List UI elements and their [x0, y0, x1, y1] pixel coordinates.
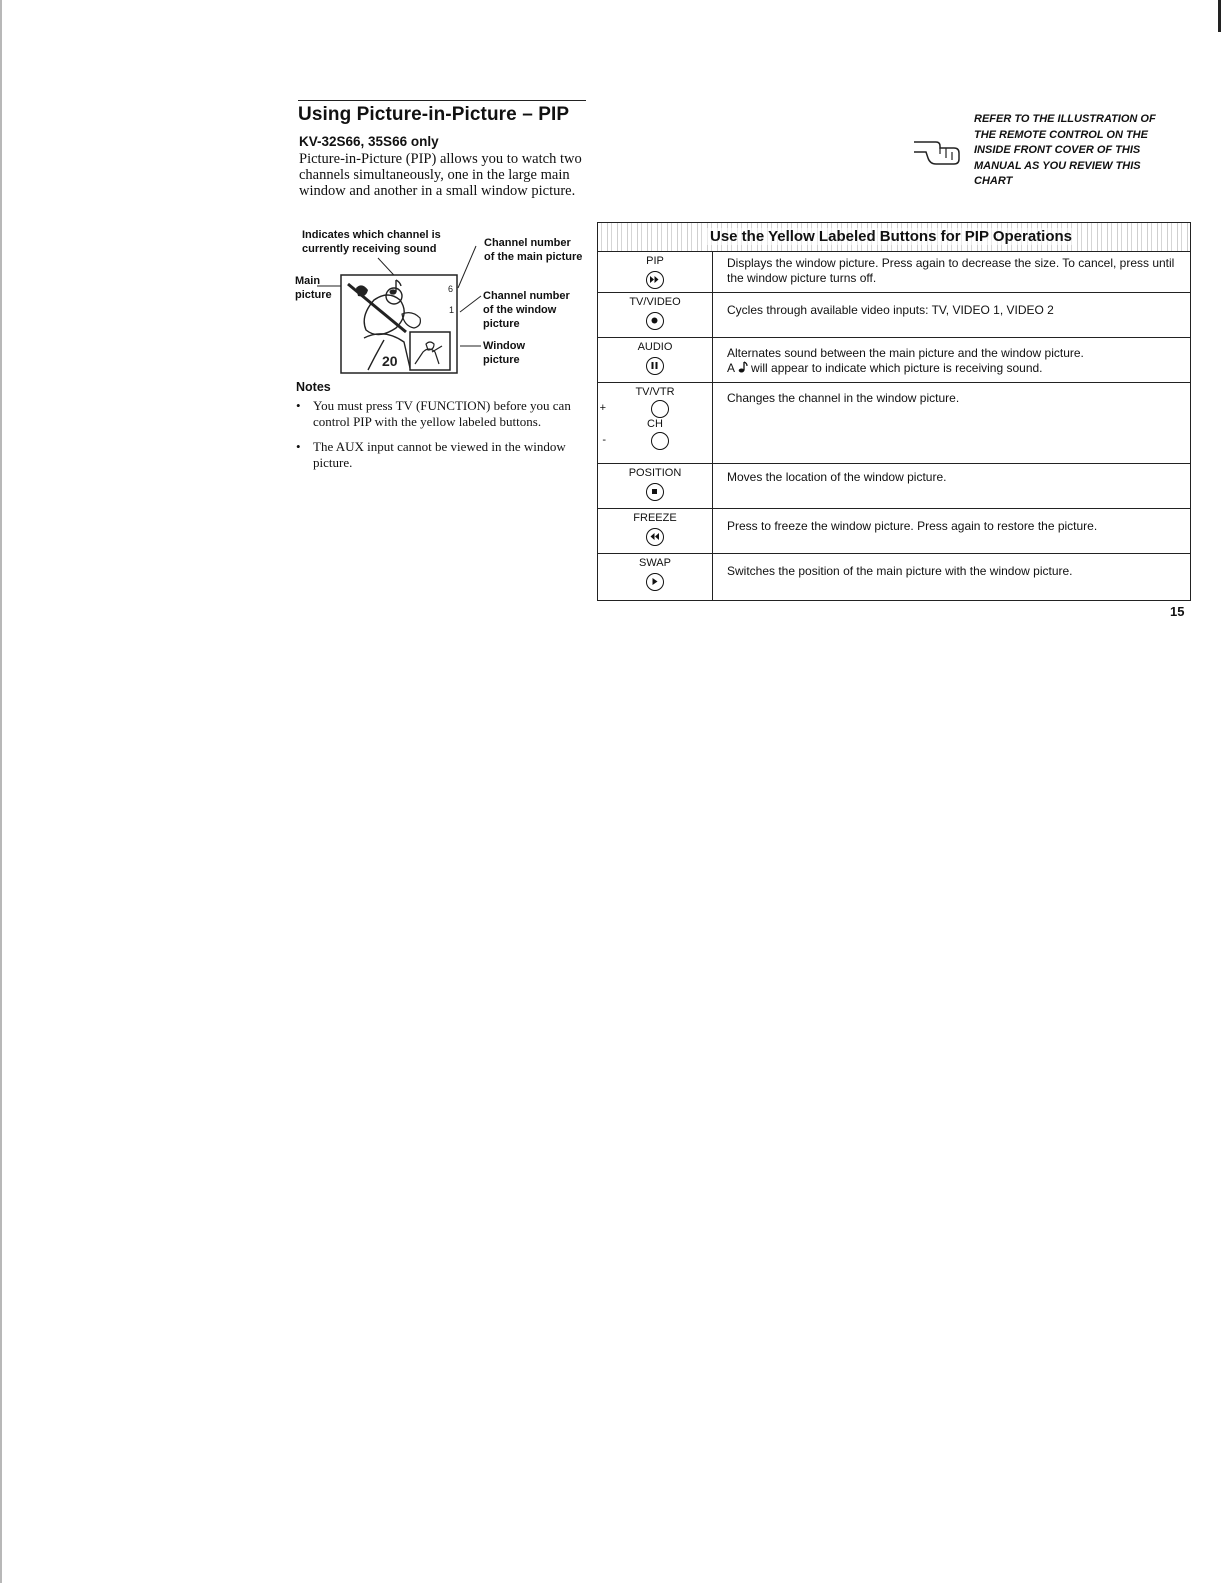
- description-cell: Moves the location of the window picture.: [727, 470, 947, 484]
- pause-icon: [646, 357, 664, 375]
- table-row: [597, 338, 1191, 383]
- button-cell: [598, 554, 713, 600]
- button-cell: [598, 464, 713, 508]
- button-cell: [598, 383, 713, 463]
- description-cell: Press to freeze the window picture. Press again to restore the picture.: [727, 519, 1098, 533]
- audio-description-suffix: will appear to indicate which picture is receiving sound.: [751, 361, 1043, 375]
- music-note-icon: [738, 361, 748, 373]
- scan-edge-left: [0, 0, 2, 1583]
- description-cell: Switches the position of the main picture with the window picture.: [727, 564, 1073, 578]
- play-icon: [646, 573, 664, 591]
- button-cell: [598, 293, 713, 337]
- reference-note: REFER TO THE ILLUSTRATION OF THE REMOTE CONTROL ON THE INSIDE FRONT COVER OF THIS MANUAL AS YOU REVIEW THIS CHART: [974, 113, 1156, 187]
- jersey-number: 20: [382, 353, 398, 369]
- table-header: [597, 222, 1191, 252]
- pip-diagram: [294, 228, 594, 378]
- model-note: KV-32S66, 35S66 only: [299, 134, 439, 149]
- main-channel-digit: 6: [448, 284, 454, 294]
- position-button-label: POSITION: [628, 467, 682, 479]
- page-number: 15: [1170, 604, 1185, 619]
- stop-icon: [646, 483, 664, 501]
- note-item: • You must press TV (FUNCTION) before you can control PIP with the yellow labeled buttons.: [296, 398, 596, 430]
- note-item: • The AUX input cannot be viewed in the window picture.: [296, 439, 596, 471]
- label-main-channel: Channel number of the main picture: [484, 237, 583, 263]
- channel-down-button-icon: [651, 432, 669, 450]
- label-main-picture: Main picture: [295, 275, 332, 301]
- channel-label: CH: [647, 418, 663, 430]
- table-row: [597, 509, 1191, 554]
- intro-paragraph: Picture-in-Picture (PIP) allows you to watch two channels simultaneously, one in the large main window and another in a small window picture.: [299, 151, 582, 199]
- button-cell: [598, 509, 713, 553]
- window-channel-digit: 1: [449, 305, 455, 315]
- channel-plus-sign: +: [599, 402, 606, 414]
- label-window-picture: Window picture: [483, 340, 526, 366]
- table-title: Use the Yellow Labeled Buttons for PIP Operations: [706, 228, 1076, 245]
- scan-edge-right: [1218, 0, 1221, 32]
- pip-operations-table: [597, 222, 1191, 601]
- table-row: [597, 383, 1191, 464]
- tv-screen-illustration: [294, 228, 594, 378]
- title-rule: [298, 100, 586, 101]
- description-cell: Displays the window picture. Press again to decrease the size. To cancel, press until the window picture turns off.: [727, 256, 1175, 285]
- fast-forward-icon: [646, 271, 664, 289]
- description-cell: [713, 338, 1190, 382]
- audio-button-label: AUDIO: [637, 341, 673, 353]
- rewind-icon: [646, 528, 664, 546]
- record-dot-icon: [646, 312, 664, 330]
- channel-minus-sign: -: [602, 434, 606, 446]
- label-sound-indicator: Indicates which channel is currently receiving sound: [302, 229, 441, 255]
- description-cell: Cycles through available video inputs: TV, VIDEO 1, VIDEO 2: [727, 303, 1054, 317]
- freeze-button-label: FREEZE: [633, 512, 677, 524]
- swap-button-label: SWAP: [639, 557, 671, 569]
- audio-description-prefix: A: [727, 361, 735, 375]
- button-cell: [598, 252, 713, 292]
- table-row: [597, 464, 1191, 509]
- label-window-channel: Channel number of the window picture: [483, 290, 570, 330]
- tv-video-button-label: TV/VIDEO: [629, 296, 681, 308]
- tv-vtr-button-label: TV/VTR: [635, 386, 675, 398]
- button-cell: [598, 338, 713, 382]
- pointing-hand-icon: [912, 132, 962, 166]
- table-row: [597, 293, 1191, 338]
- channel-up-button-icon: [651, 400, 669, 418]
- pip-button-label: PIP: [646, 255, 664, 267]
- notes-heading: Notes: [296, 380, 331, 394]
- audio-description: Alternates sound between the main picture and the window picture.: [727, 346, 1084, 360]
- table-row: [597, 554, 1191, 601]
- table-row: [597, 252, 1191, 293]
- notes-list: [296, 398, 596, 480]
- description-cell: Changes the channel in the window picture.: [727, 391, 960, 405]
- page-title: Using Picture-in-Picture – PIP: [298, 104, 570, 125]
